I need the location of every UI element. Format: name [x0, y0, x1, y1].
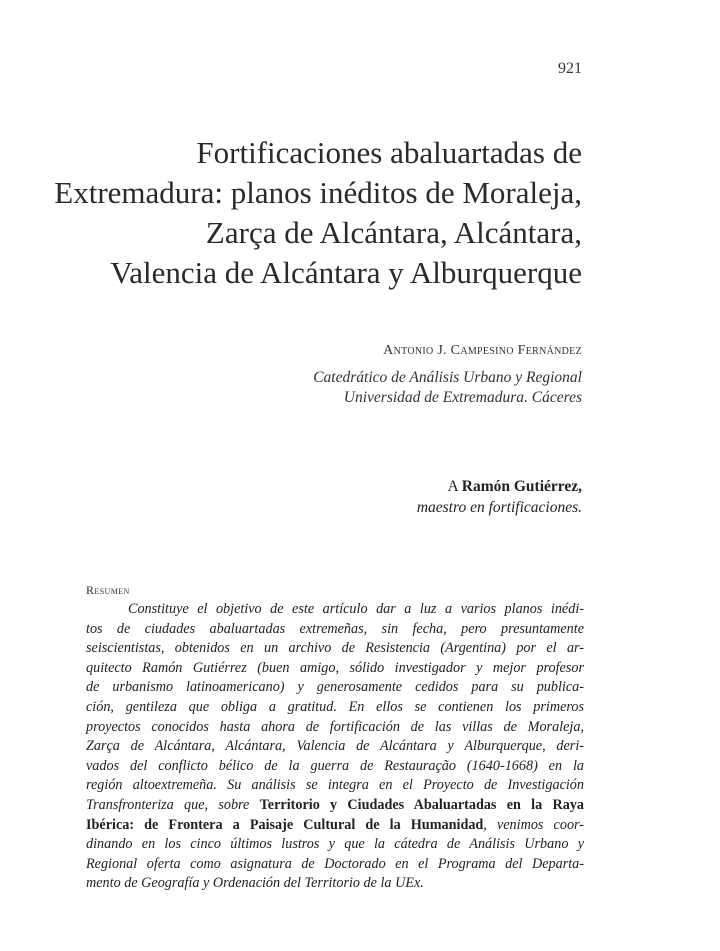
project-title-part2: Ibérica: de Frontera a Paisaje Cultural de la Humanidad	[86, 816, 484, 833]
title-line: Extremadura: planos inéditos de Moraleja,	[54, 175, 582, 210]
affiliation-line: Universidad de Extremadura. Cáceres	[343, 389, 582, 406]
abstract-line: tos de ciudades abaluartadas extremeñas, sin fecha, pero presuntamente	[86, 620, 584, 637]
author-name: Antonio J. Campesino Fernández	[383, 343, 582, 358]
project-title-part1: Territorio y Ciudades Abaluartadas en la Raya	[259, 796, 585, 813]
abstract-line: de urbanismo latinoamericano) y generosamente cedidos para su publica-	[86, 679, 584, 696]
abstract-body	[86, 600, 584, 894]
title-line: Zarça de Alcántara, Alcántara,	[205, 215, 582, 250]
dedication	[417, 476, 582, 518]
abstract-line: proyectos conocidos hasta ahora de fortificación de las villas de Moraleja,	[86, 718, 584, 735]
abstract-line: Zarça de Alcántara, Alcántara, Valencia de Alcántara y Alburquerque, deri-	[86, 738, 584, 755]
abstract-line-text: , venimos coor-	[483, 816, 584, 833]
abstract-line-text: Transfronteriza que, sobre	[86, 796, 250, 813]
abstract-line: Constituye el objetivo de este artículo dar a luz a varios planos inédi-	[128, 601, 584, 617]
author-affiliation	[313, 368, 582, 408]
abstract-line: seiscientistas, obtenidos en un archivo de Resistencia (Argentina) por el ar-	[86, 640, 584, 657]
title-line: Valencia de Alcántara y Alburquerque	[110, 255, 582, 290]
abstract-line	[86, 816, 584, 836]
dedication-prefix: A	[447, 478, 462, 495]
abstract-line: ción, gentileza que obliga a gratitud. En ellos se contienen los primeros	[86, 698, 584, 715]
abstract-line: Regional oferta como asignatura de Doctorado en el Programa del Departa-	[86, 855, 584, 872]
title-line: Fortificaciones abaluartadas de	[196, 135, 582, 170]
page-number: 921	[558, 60, 582, 77]
abstract-line: región altoextremeña. Su análisis se integra en el Proyecto de Investigación	[86, 777, 584, 794]
dedication-name: Ramón Gutiérrez,	[461, 478, 582, 495]
article-title	[22, 133, 582, 293]
abstract-line: dinando en los cinco últimos lustros y que la cátedra de Análisis Urbano y	[86, 836, 584, 853]
abstract-line: mento de Geografía y Ordenación del Territorio de la UEx.	[86, 875, 424, 892]
abstract-line	[86, 796, 584, 816]
affiliation-line: Catedrático de Análisis Urbano y Regional	[313, 369, 582, 386]
abstract-line: quitecto Ramón Gutiérrez (buen amigo, sólido investigador y mejor profesor	[86, 659, 584, 676]
abstract-line: vados del conflicto bélico de la guerra de Restauração (1640-1668) en la	[86, 757, 584, 774]
dedication-line	[417, 476, 582, 497]
dedication-role: maestro en fortificaciones.	[416, 499, 582, 516]
abstract-heading: Resumen	[86, 583, 130, 597]
